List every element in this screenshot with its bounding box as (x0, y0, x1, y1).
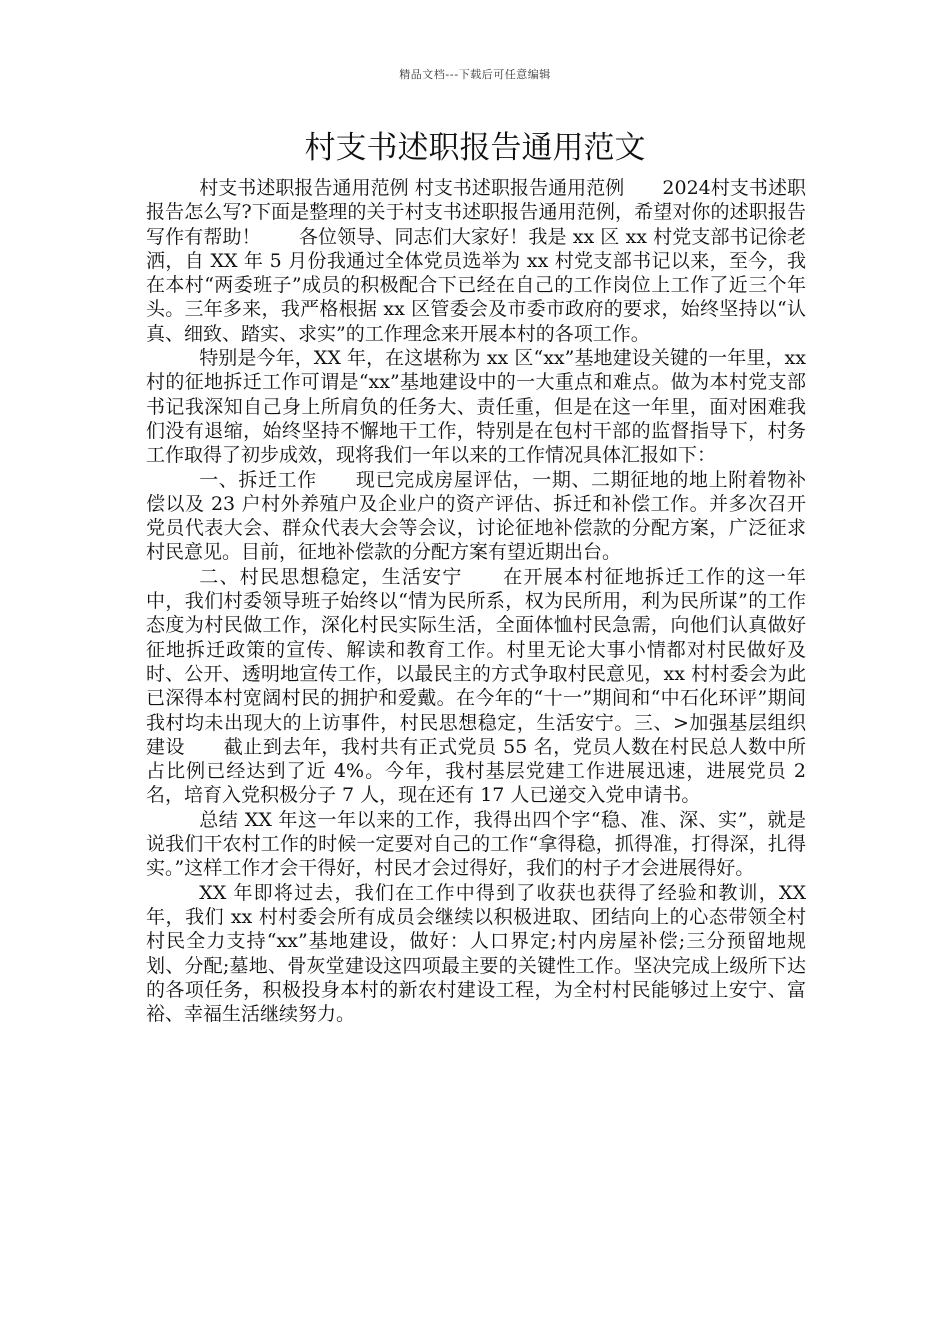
paragraph-intro: 村支书述职报告通用范例 村支书述职报告通用范例 2024村支书述职报告怎么写?下面是整理的关于村支书述职报告通用范例，希望对你的述职报告写作有帮助！ 各位领导、同志们大家好！我是 xx 区 xx 村党支部书记徐老洒，自 XX 年 5 月份我通过全体党员选举为 xx 村党支部书记以来，至今，我在本村“两委班子”成员的积极配合下已经在自己的工作岗位上工作了近三个年头。三年多来，我严格根据 xx 区管委会及市委市政府的要求，始终坚持以“认真、细致、踏实、求实”的工作理念来开展本村的各项工作。 (146, 177, 806, 345)
paragraph-key-year: 特别是今年，XX 年，在这堪称为 xx 区“xx”基地建设关键的一年里，xx 村的征地拆迁工作可谓是“xx”基地建设中的一大重点和难点。做为本村党支部书记我深知自己身上所肩负的任务大、责任重，但是在这一年里，面对困难我们没有退缩，始终坚持不懈地干工作，特别是在包村干部的监督指导下，村务工作取得了初步成效，现将我们一年以来的工作情况具体汇报如下： (146, 347, 806, 467)
header-note: 精品文档---下载后可任意编辑 (399, 68, 551, 81)
document-body (146, 176, 806, 1026)
document-title: 村支书述职报告通用范文 (304, 130, 646, 166)
paragraph-villagers-stability: 二、村民思想稳定，生活安宁 在开展本村征地拆迁工作的这一年中，我们村委领导班子始终以“情为民所系，权为民所用，利为民所谋”的工作态度为村民做工作，深化村民实际生活，全面体恤村民急需，向他们认真做好征地拆迁政策的宣传、解读和教育工作。村里无论大事小情都对村民做好及时、公开、透明地宣传工作，以最民主的方式争取村民意见，xx 村村委会为此已深得本村宽阔村民的拥护和爱戴。在今年的“十一”期间和“中石化环评”期间我村均未出现大的上访事件，村民思想稳定，生活安宁。三、>加强基层组织建设 截止到去年，我村共有正式党员 55 名，党员人数在村民总人数中所占比例已经达到了近 4%。今年，我村基层党建工作进展迅速，进展党员 2 名，培育入党积极分子 7 人，现在还有 17 人已递交入党申请书。 (146, 565, 806, 807)
paragraph-demolition: 一、拆迁工作 现已完成房屋评估，一期、二期征地的地上附着物补偿以及 23 户村外养殖户及企业户的资产评估、拆迁和补偿工作。并多次召开党员代表大会、群众代表大会等会议，讨论征地补偿款的分配方案，广泛征求村民意见。目前，征地补偿款的分配方案有望近期出台。 (146, 468, 806, 564)
paragraph-outlook: XX 年即将过去，我们在工作中得到了收获也获得了经验和教训，XX 年，我们 xx 村村委会所有成员会继续以积极进取、团结向上的心态带领全村村民全力支持“xx”基地建设，做好：人口界定;村内房屋补偿;三分预留地规划、分配;墓地、骨灰堂建设这四项最主要的关键性工作。坚决完成上级所下达的各项任务，积极投身本村的新农村建设工程，为全村村民能够过上安宁、富裕、幸福生活继续努力。 (146, 881, 806, 1026)
paragraph-summary: 总结 XX 年这一年以来的工作，我得出四个字“稳、准、深、实”，就是说我们干农村工作的时候一定要对自己的工作“拿得稳，抓得准，打得深，扎得实。”这样工作才会干得好，村民才会过得好，我们的村子才会进展得好。 (146, 808, 806, 880)
